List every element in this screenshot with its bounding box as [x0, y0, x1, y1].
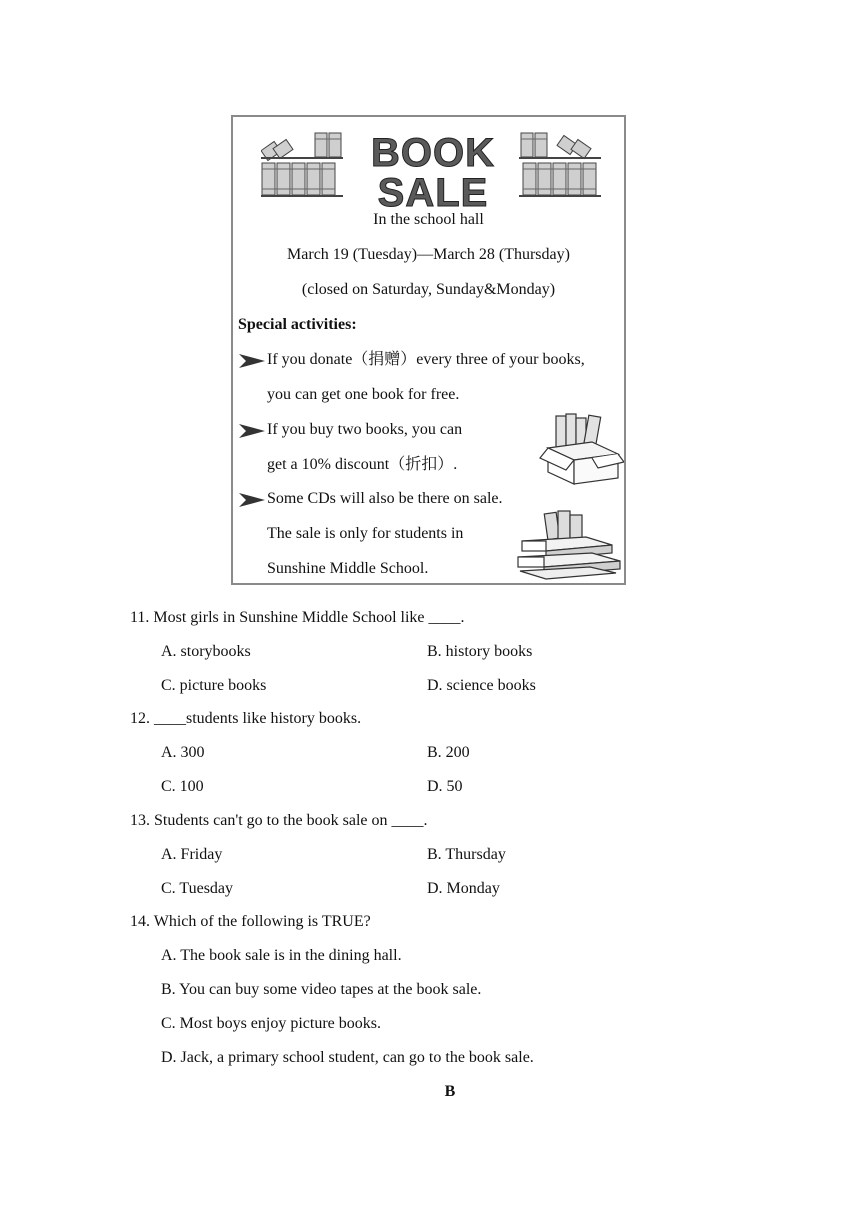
- poster-location: In the school hall: [373, 211, 484, 228]
- book-sale-poster: [231, 115, 626, 585]
- poster-title-book: BOOK: [371, 131, 495, 175]
- poster-closed-days: (closed on Saturday, Sunday&Monday): [301, 281, 556, 298]
- poster-dates: March 19 (Tuesday)—March 28 (Thursday): [287, 246, 570, 263]
- poster-header: [233, 129, 624, 217]
- arrow-bullet-icon: [238, 492, 266, 508]
- special-activities-heading: Special activities:: [238, 316, 357, 333]
- section-label-b: B: [444, 1083, 456, 1100]
- question-14-option-a: A. The book sale is in the dining hall.: [161, 947, 402, 964]
- box-of-books-icon: [538, 412, 624, 488]
- question-14-option-b: B. You can buy some video tapes at the book sale.: [161, 981, 482, 998]
- stack-of-books-icon: [516, 509, 624, 583]
- question-11-option-d: D. science books: [427, 677, 536, 694]
- question-14-stem: 14. Which of the following is TRUE?: [130, 913, 371, 930]
- question-12-option-a: A. 300: [161, 744, 205, 761]
- question-11-option-a: A. storybooks: [161, 643, 251, 660]
- question-13-option-a: A. Friday: [161, 846, 223, 863]
- activity-2-line-2: get a 10% discount（折扣）.: [267, 456, 458, 473]
- question-12-option-d: D. 50: [427, 778, 463, 795]
- bookshelf-left-icon: [261, 129, 343, 199]
- question-11-option-c: C. picture books: [161, 677, 267, 694]
- question-12-option-c: C. 100: [161, 778, 204, 795]
- question-12-stem: 12. ____students like history books.: [130, 710, 362, 727]
- question-13-stem: 13. Students can't go to the book sale on ____.: [130, 812, 428, 829]
- activity-3-line-3: Sunshine Middle School.: [267, 560, 429, 577]
- activity-3-line-1: Some CDs will also be there on sale.: [267, 490, 503, 507]
- question-13-option-b: B. Thursday: [427, 846, 506, 863]
- question-11-option-b: B. history books: [427, 643, 533, 660]
- activity-3-line-2: The sale is only for students in: [267, 525, 464, 542]
- question-12-option-b: B. 200: [427, 744, 470, 761]
- question-13-option-d: D. Monday: [427, 880, 500, 897]
- bookshelf-right-icon: [519, 129, 601, 199]
- question-14-option-c: C. Most boys enjoy picture books.: [161, 1015, 381, 1032]
- activity-1-line-2: you can get one book for free.: [267, 386, 460, 403]
- question-14-option-d: D. Jack, a primary school student, can go to the book sale.: [161, 1049, 534, 1066]
- poster-title-sale: SALE: [377, 171, 489, 215]
- arrow-bullet-icon: [238, 353, 266, 369]
- activity-2-line-1: If you buy two books, you can: [267, 421, 463, 438]
- arrow-bullet-icon: [238, 423, 266, 439]
- activity-1-line-1: If you donate（捐赠）every three of your books,: [267, 351, 585, 368]
- question-11-stem: 11. Most girls in Sunshine Middle School like ____.: [130, 609, 465, 626]
- question-13-option-c: C. Tuesday: [161, 880, 234, 897]
